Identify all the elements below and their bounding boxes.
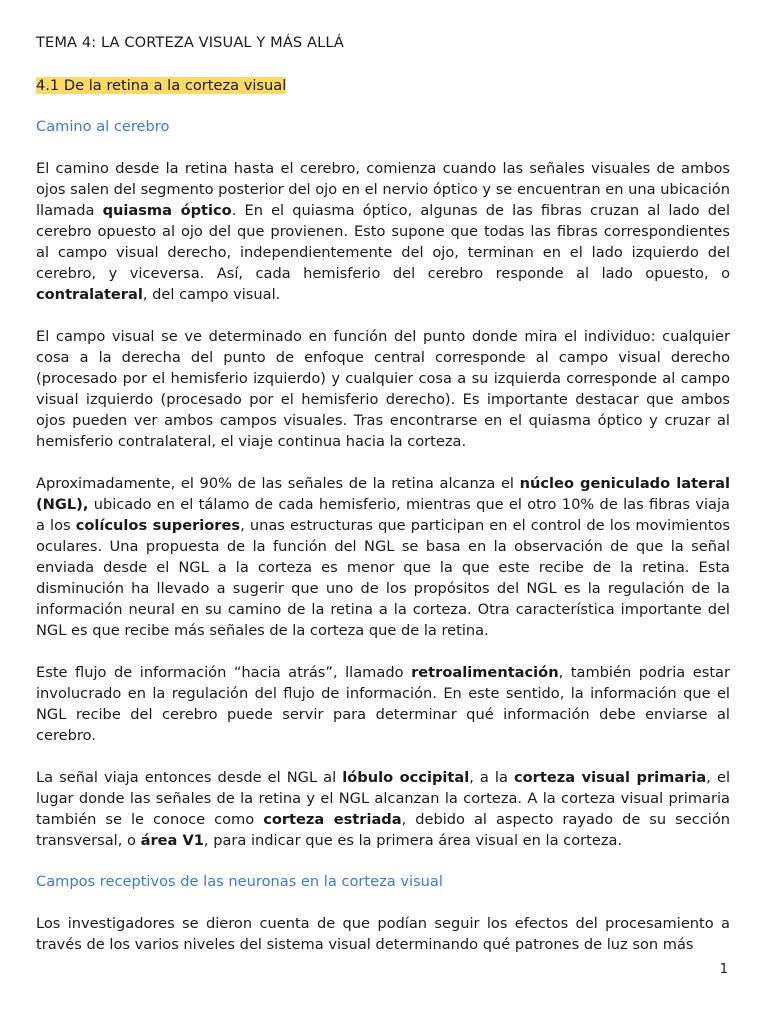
paragraph-3-text: , unas estructuras que participan en el control de los movimientos oculares. Una propuesta de la función del NGL se basa en la observación de que la señal enviada desde el NGL a la corteza es menor que la que este recibe de la retina. Esta disminución ha llevado a sugerir que uno de los propósitos del NGL es la regulación de la información neural en su camino de la retina a la corteza. Otra característica importante del NGL es que recibe más señales de la corteza que de la retina. [36, 517, 730, 639]
paragraph-2 [36, 326, 730, 452]
term-corteza-estriada: corteza estriada [263, 811, 402, 828]
term-lobulo-occipital: lóbulo occipital [342, 769, 470, 786]
paragraph-5-text: , debido al aspecto rayado de su sección transversal, o [36, 811, 731, 849]
paragraph-6 [36, 913, 730, 955]
paragraph-5-text: , el lugar donde las señales de la retina y el NGL alcanzan la corteza. A la corteza visual primaria también se le conoce como [36, 769, 730, 828]
term-area-v1: área V1 [140, 832, 204, 849]
paragraph-3 [36, 473, 730, 641]
document-page [36, 32, 730, 955]
term-corteza-visual-primaria: corteza visual primaria [513, 769, 707, 786]
paragraph-5-text: La señal viaja entonces desde el NGL al [36, 769, 343, 786]
paragraph-3-text: Aproximadamente, el 90% de las señales de la retina alcanza el [36, 475, 520, 492]
page-number: 1 [719, 962, 728, 977]
paragraph-4 [36, 662, 730, 746]
subheading-campos-receptivos: Campos receptivos de las neuronas en la corteza visual [36, 873, 443, 890]
paragraph-5-text: , a la [469, 769, 514, 786]
term-contralateral: contralateral [36, 286, 143, 303]
term-quiasma-optico: quiasma óptico [102, 202, 232, 219]
paragraph-4-text: Este flujo de información “hacia atrás”, llamado [36, 664, 412, 681]
paragraph-5 [36, 767, 730, 851]
paragraph-1-text: , del campo visual. [142, 286, 281, 303]
paragraph-3-text: ubicado en el tálamo de cada hemisferio, mientras que el otro 10% de las fibras viaja a los [36, 496, 730, 534]
paragraph-1-text: . En el quiasma óptico, algunas de las fibras cruzan al lado del cerebro opuesto al ojo del que provienen. Esto supone que todas las fibras correspondientes al campo visual derecho, independientemente del ojo, terminan en el lado izquierdo del cerebro, y viceversa. Así, cada hemisferio del cerebro responde al lado opuesto, o [36, 202, 731, 282]
subheading-camino-al-cerebro: Camino al cerebro [36, 118, 170, 135]
term-coliculos-superiores: colículos superiores [75, 517, 241, 534]
paragraph-6-text: Los investigadores se dieron cuenta de que podían seguir los efectos del procesamiento a través de los varios niveles del sistema visual determinando qué patrones de luz son más [36, 915, 730, 953]
section-title-highlight: 4.1 De la retina a la corteza visual [36, 77, 287, 94]
paragraph-1-text: El camino desde la retina hasta el cerebro, comienza cuando las señales visuales de ambos ojos salen del segmento posterior del ojo en el nervio óptico y se encuentran en una ubicación llamada [36, 160, 730, 219]
paragraph-4-text: , también podria estar involucrado en la regulación del flujo de información. En este sentido, la información que el NGL recibe del cerebro puede servir para determinar qué información debe enviarse al cerebro. [36, 664, 730, 744]
paragraph-2-text: El campo visual se ve determinado en función del punto donde mira el individuo: cualquier cosa a la derecha del punto de enfoque central corresponde al campo visual derecho (procesado por el hemisferio izquierdo) y cualquier cosa a su izquierda corresponde al campo visual izquierdo (procesado por el hemisferio derecho). Es importante destacar que ambos ojos pueden ver ambos campos visuales. Tras encontrarse en el quiasma óptico y cruzar al hemisferio contralateral, el viaje continua hacia la corteza. [36, 328, 730, 450]
document-title: TEMA 4: LA CORTEZA VISUAL Y MÁS ALLÁ [36, 34, 344, 51]
term-nucleo-geniculado-lateral: núcleo geniculado lateral (NGL), [36, 475, 730, 513]
paragraph-1 [36, 158, 730, 305]
section-title [36, 75, 730, 96]
paragraph-5-text: , para indicar que es la primera área visual en la corteza. [203, 832, 623, 849]
term-retroalimentacion: retroalimentación [411, 664, 559, 681]
